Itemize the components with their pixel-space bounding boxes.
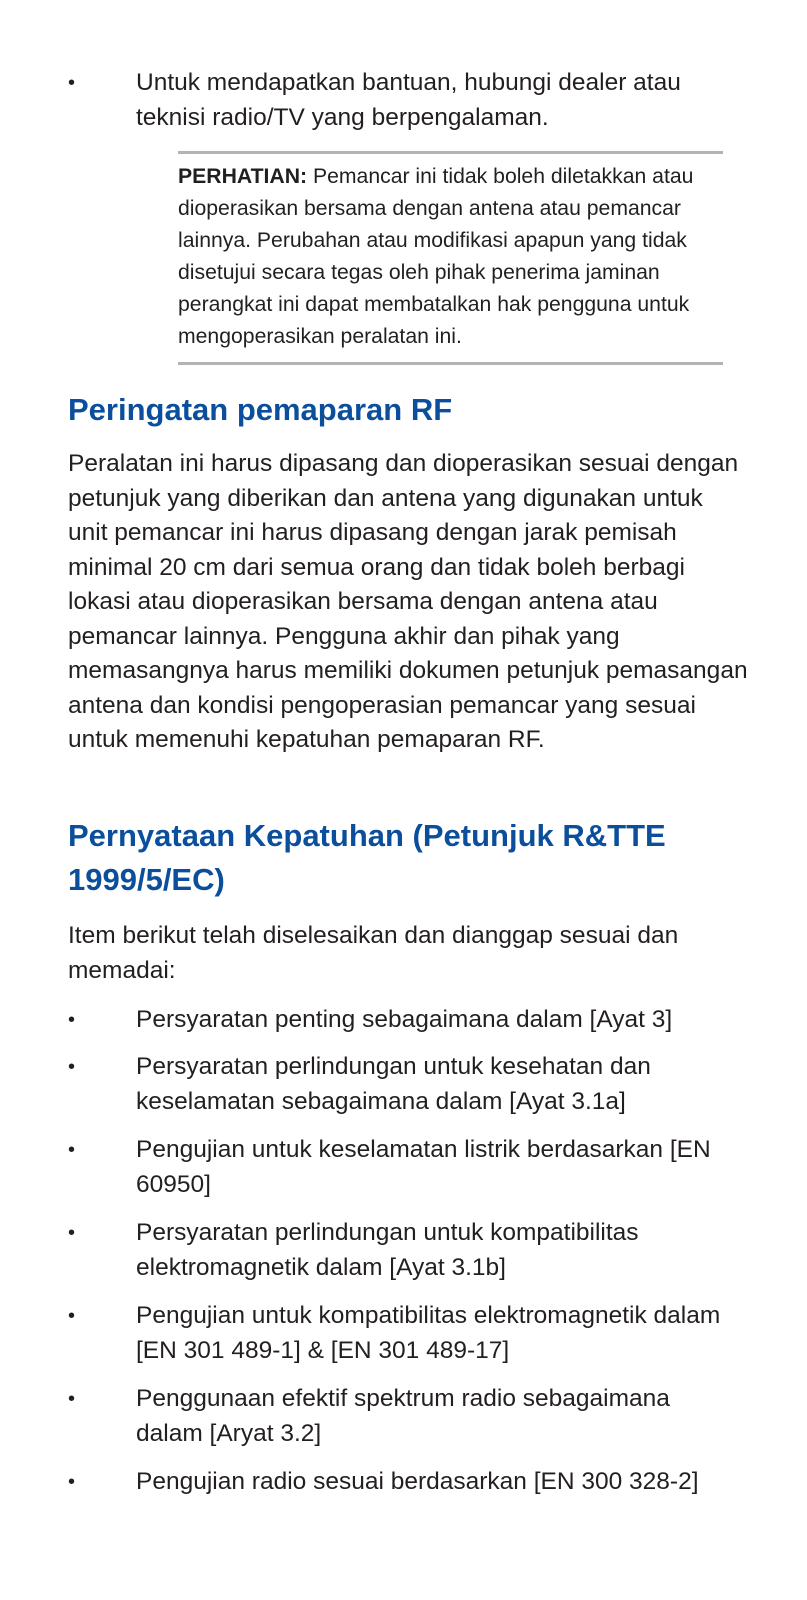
list-item (68, 1382, 738, 1451)
compliance-item: Pengujian untuk kompatibilitas elektromagnetik dalam [EN 301 489-1] & [EN 301 489-17] (136, 1302, 721, 1364)
notice-label: PERHATIAN: (178, 165, 308, 188)
bullet-marker: • (68, 1222, 76, 1244)
compliance-item: Persyaratan perlindungan untuk kesehatan dan keselamatan sebagaimana dalam [Ayat 3.1a] (136, 1053, 651, 1115)
rf-section-body: Peralatan ini harus dipasang dan dioperasikan sesuai dengan petunjuk yang diberikan dan antena yang digunakan untuk unit pemancar ini harus dipasang dengan jarak pemisah minimal 20 cm dari semua orang dan tidak boleh berbagi lokasi atau dioperasikan bersama dengan antena atau pemancar lainnya. Pengguna akhir dan pihak yang memasangnya harus memiliki dokumen petunjuk pemasangan antena dan kondisi pengoperasian pemancar yang sesuai untuk memenuhi kepatuhan pemaparan RF. (68, 450, 748, 753)
compliance-item: Persyaratan penting sebagaimana dalam [Ayat 3] (136, 1006, 673, 1033)
compliance-section-heading: Pernyataan Kepatuhan (Petunjuk R&TTE 1999/5/EC) (68, 818, 666, 897)
compliance-item: Pengujian untuk keselamatan listrik berdasarkan [EN 60950] (136, 1136, 711, 1198)
bullet-marker: • (68, 72, 76, 94)
notice-box (178, 151, 723, 365)
bullet-text: Untuk mendapatkan bantuan, hubungi dealer atau teknisi radio/TV yang berpengalaman. (136, 69, 681, 131)
list-item (68, 1299, 738, 1368)
compliance-item: Pengujian radio sesuai berdasarkan [EN 300 328-2] (136, 1468, 699, 1495)
rf-section-heading: Peringatan pemaparan RF (68, 392, 453, 427)
list-item (68, 1465, 738, 1500)
compliance-item: Persyaratan perlindungan untuk kompatibilitas elektromagnetik dalam [Ayat 3.1b] (136, 1219, 639, 1281)
bullet-marker: • (68, 1388, 76, 1410)
bullet-marker: • (68, 1471, 76, 1493)
list-item (68, 1133, 738, 1202)
notice-text: Pemancar ini tidak boleh diletakkan atau dioperasikan bersama dengan antena atau pemancar lainnya. Perubahan atau modifikasi apapun yang tidak disetujui secara tegas oleh pihak penerima jaminan perangkat ini dapat membatalkan hak pengguna untuk mengoperasikan peralatan ini. (178, 165, 694, 348)
bullet-marker: • (68, 1305, 76, 1327)
bullet-marker: • (68, 1056, 76, 1078)
list-item (68, 1050, 738, 1119)
compliance-intro: Item berikut telah diselesaikan dan dianggap sesuai dan memadai: (68, 922, 679, 984)
bullet-marker: • (68, 1009, 76, 1031)
list-item (68, 1003, 738, 1038)
list-item (68, 66, 738, 135)
list-item (68, 1216, 738, 1285)
compliance-item: Penggunaan efektif spektrum radio sebagaimana dalam [Aryat 3.2] (136, 1385, 670, 1447)
bullet-marker: • (68, 1139, 76, 1161)
